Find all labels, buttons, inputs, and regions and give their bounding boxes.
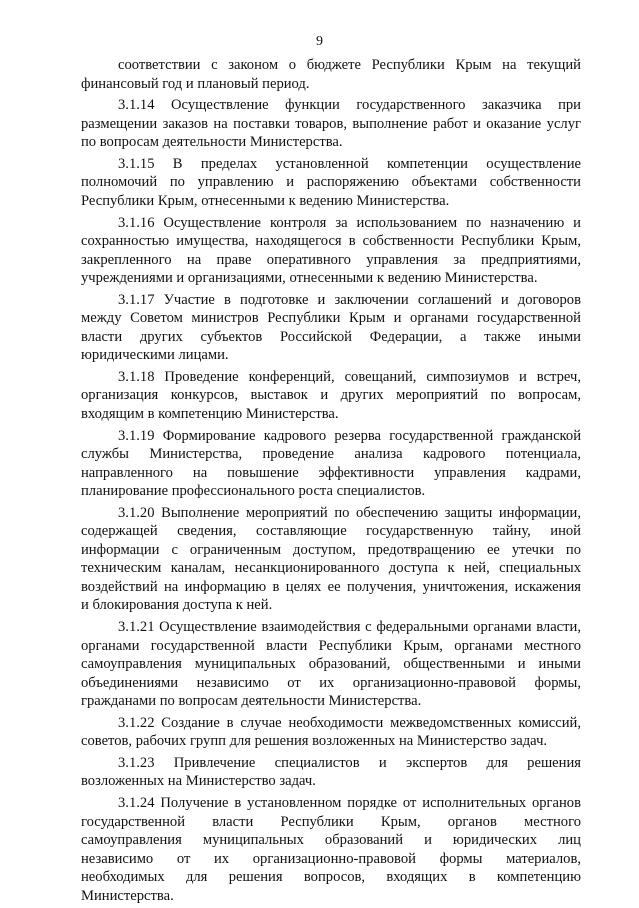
paragraph xyxy=(81,291,581,365)
text-line: учреждениями и организациями, отнесенными к ведению Министерства. xyxy=(81,270,538,287)
text-line: информации с ограниченным доступом, предотвращению ее утечки по xyxy=(81,541,581,558)
text-line: юридическими лицами. xyxy=(81,347,229,364)
text-line: 3.1.17 Участие в подготовке и заключении соглашений и договоров xyxy=(118,291,581,308)
text-line: Республики Крым, отнесенными к ведению Министерства. xyxy=(81,192,450,209)
document-body xyxy=(81,56,581,908)
text-line: 3.1.14 Осуществление функции государственного заказчика при xyxy=(118,97,581,114)
text-line: государственной власти Республики Крым, органов местного xyxy=(81,813,581,830)
text-line: 3.1.24 Получение в установленном порядке от исполнительных органов xyxy=(118,795,581,812)
text-line: 3.1.15 В пределах установленной компетенции осуществление xyxy=(118,155,581,172)
paragraph xyxy=(81,368,581,424)
paragraph xyxy=(81,794,581,905)
paragraph xyxy=(81,754,581,791)
text-line: советов, рабочих групп для решения возложенных на Министерство задач. xyxy=(81,733,548,750)
text-line: 3.1.19 Формирование кадрового резерва государственной гражданской xyxy=(118,427,581,444)
text-line: необходимых для решения вопросов, входящих в компетенцию xyxy=(81,869,581,886)
text-line: содержащей сведения, составляющие государственную тайну, иной xyxy=(81,523,581,540)
paragraph xyxy=(81,155,581,211)
paragraph xyxy=(81,427,581,501)
text-line: организация конкурсов, выставок и других мероприятий по вопросам, xyxy=(81,387,581,404)
text-line: направленного на повышение эффективности управления кадрами, xyxy=(81,464,581,481)
text-line: воздействий на информацию в целях ее получения, уничтожения, искажения xyxy=(81,578,581,595)
text-line: планирование профессионального роста специалистов. xyxy=(81,483,426,500)
text-line: независимо от их организационно-правовой формы материалов, xyxy=(81,850,581,867)
paragraph xyxy=(81,96,581,152)
text-line: полномочий по управлению и распоряжению объектами собственности xyxy=(81,174,581,191)
text-line: 3.1.23 Привлечение специалистов и экспертов для решения xyxy=(118,754,581,771)
text-line: возложенных на Министерство задач. xyxy=(81,773,316,790)
text-line: 3.1.21 Осуществление взаимодействия с федеральными органами власти, xyxy=(118,619,581,635)
text-line: самоуправления муниципальных образований, общественными и иными xyxy=(81,656,581,672)
text-line: самоуправления муниципальных образований и юридических лиц xyxy=(81,832,581,849)
text-line: финансовый год и плановый период. xyxy=(81,75,310,92)
text-line: Министерства. xyxy=(81,887,174,904)
text-line: сохранностью имущества, находящегося в собственности Республики Крым, xyxy=(81,233,581,250)
paragraph xyxy=(81,56,581,93)
text-line: власти других субъектов Российской Федерации, а также иными xyxy=(81,328,581,345)
text-line: между Советом министров Республики Крым и органами государственной xyxy=(81,310,581,327)
text-line: закрепленного на праве оперативного управления за предприятиями, xyxy=(81,251,581,268)
paragraph xyxy=(81,618,581,711)
text-line: 3.1.18 Проведение конференций, совещаний, симпозиумов и встреч, xyxy=(118,368,581,385)
text-line: и блокирования доступа к ней. xyxy=(81,597,273,614)
text-line: соответствии с законом о бюджете Республики Крым на текущий xyxy=(118,57,581,73)
page-number: 9 xyxy=(316,34,323,49)
text-line: 3.1.16 Осуществление контроля за использованием по назначению и xyxy=(118,214,581,231)
paragraph xyxy=(81,714,581,751)
text-line: службы Министерства, проведение анализа кадрового потенциала, xyxy=(81,446,581,463)
text-line: органами государственной власти Республики Крым, органами местного xyxy=(81,637,581,654)
text-line: техническим каналам, несанкционированного доступа к ней, специальных xyxy=(81,560,581,577)
text-line: 3.1.20 Выполнение мероприятий по обеспечению защиты информации, xyxy=(118,504,581,521)
text-line: по вопросам деятельности Министерства. xyxy=(81,134,343,151)
text-line: 3.1.22 Создание в случае необходимости межведомственных комиссий, xyxy=(118,714,581,731)
paragraph xyxy=(81,214,581,288)
text-line: входящим в компетенцию Министерства. xyxy=(81,405,339,422)
text-line: объединениями независимо от их организационно-правовой формы, xyxy=(81,674,581,691)
paragraph xyxy=(81,504,581,615)
text-line: гражданами по вопросам деятельности Министерства. xyxy=(81,693,422,709)
text-line: размещении заказов на поставки товаров, выполнение работ и оказание услуг xyxy=(81,115,581,132)
